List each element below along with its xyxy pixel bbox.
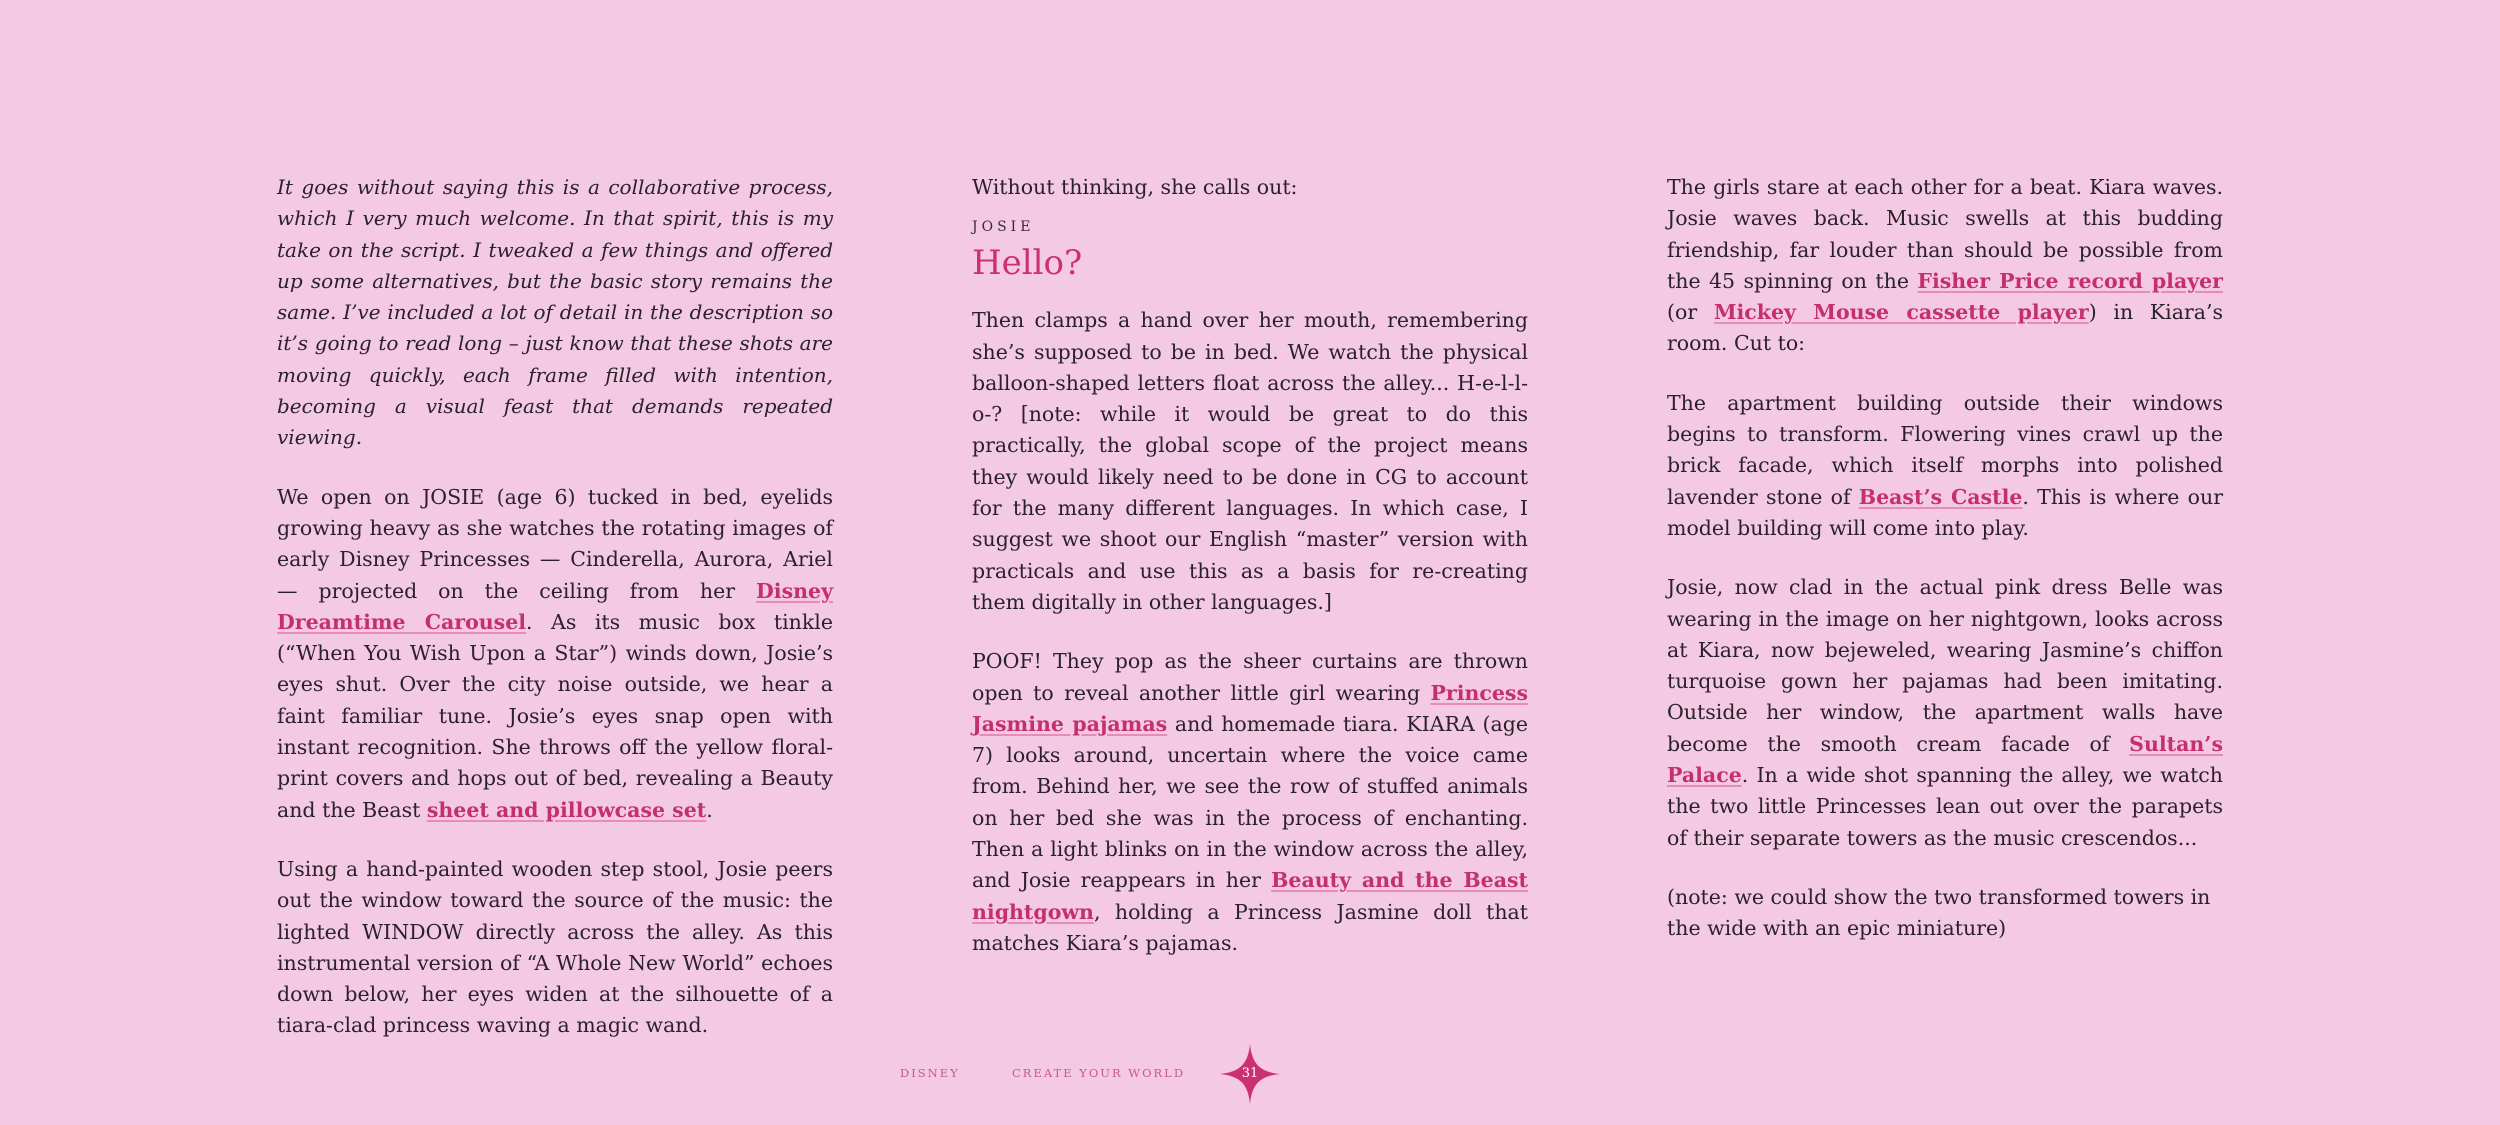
text-segment: The girls stare at each other for a beat. Kiara waves. Josie waves back. Music swells at this budding friendship, far louder than should be possible from the 45 spinning on the	[1667, 175, 2223, 293]
intro-paragraph: It goes without saying this is a collaborative process, which I very much welcome. In that spirit, this is my take on the script. I tweaked a few things and offered up some alternatives, but the basic story remains the same. I’ve included a lot of detail in the description so it’s going to read long – just know that these shots are moving quickly, each frame filled with intention, becoming a visual feast that demands repeated viewing.	[277, 175, 833, 450]
link-disney-dreamtime-carousel[interactable]: Disney Dreamtime Carousel	[277, 578, 833, 634]
text-segment: The apartment building outside their windows begins to transform. Flowering vines crawl up the brick facade, which itself morphs into polished lavender stone of	[1667, 390, 2223, 509]
link-mickey-mouse-cassette-player[interactable]: Mickey Mouse cassette player	[1713, 300, 2089, 325]
text-segment: POOF! They pop as the sheer curtains are thrown open to reveal another little girl wearing	[972, 649, 1528, 705]
paragraph-calls-out: Without thinking, she calls out:	[972, 175, 1298, 199]
paragraph-poof	[972, 646, 1528, 959]
text-segment: , holding a Princess Jasmine doll that matches Kiara’s pajamas.	[972, 899, 1528, 955]
column-left	[277, 172, 833, 1070]
column-middle	[972, 172, 1528, 987]
column-right	[1667, 172, 2223, 973]
page-number-badge	[1220, 1044, 1280, 1104]
footer-brand: DISNEY	[900, 1066, 960, 1080]
paragraph-josie-dress	[1667, 572, 2223, 854]
link-beasts-castle[interactable]: Beast’s Castle	[1858, 484, 2023, 509]
text-segment: (or	[1667, 300, 1714, 325]
link-beauty-and-the-beast-nightgown[interactable]: Beauty and the Beast nightgown	[972, 868, 1528, 924]
text-segment: and homemade tiara. KIARA (age 7) looks around, uncertain where the voice came from. Behind her, we see the row of stuffed animals on her bed she was in the process of enchanting. Then a light blinks on in the window across the alley, and Josie reappears in her	[972, 711, 1528, 893]
link-fisher-price-record-player[interactable]: Fisher Price record player	[1917, 268, 2223, 293]
paragraph-opening	[277, 482, 833, 826]
dialogue-line: Hello?	[972, 243, 1083, 284]
link-princess-jasmine-pajamas[interactable]: Princess Jasmine pajamas	[972, 680, 1528, 736]
text-segment: ) in Kiara’s room. Cut to:	[1667, 300, 2223, 356]
text-segment: We open on JOSIE (age 6) tucked in bed, eyelids growing heavy as she watches the rotating images of early Disney Princesses — Cinderella, Aurora, Ariel — projected on the ceiling from her	[277, 484, 833, 603]
text-segment: . This is where our model building will come into play.	[1667, 484, 2223, 540]
text-segment: Josie, now clad in the actual pink dress Belle was wearing in the image on her nightgown, looks across at Kiara, now bejeweled, wearing Jasmine’s chiffon turquoise gown her pajamas had been imitating. Outside her window, the apartment walls have become the smooth cream facade of	[1667, 575, 2223, 756]
text-segment: .	[706, 797, 713, 822]
speaker-name: JOSIE	[972, 219, 1035, 236]
paragraph-girls-stare	[1667, 172, 2223, 360]
paragraph-step-stool: Using a hand-painted wooden step stool, Josie peers out the window toward the source of the music: the lighted WINDOW directly across the alley. As this instrumental version of “A Whole New World” echoes down below, her eyes widen at the silhouette of a tiara-clad princess waving a magic wand.	[277, 856, 833, 1038]
paragraph-note-towers: (note: we could show the two transformed towers in the wide with an epic miniature)	[1667, 884, 2211, 941]
link-sheet-and-pillowcase-set[interactable]: sheet and pillowcase set	[426, 797, 707, 822]
text-segment: . In a wide shot spanning the alley, we watch the two little Princesses lean out over the parapets of their separate towers as the music crescendos...	[1667, 763, 2223, 850]
text-segment: . As its music box tinkle (“When You Wish Upon a Star”) winds down, Josie’s eyes shut. Over the city noise outside, we hear a faint familiar tune. Josie’s eyes snap open with instant recognition. She throws off the yellow floral-print covers and hops out of bed, revealing a Beauty and the Beast	[277, 609, 833, 822]
page-number: 31	[1241, 1066, 1259, 1081]
paragraph-balloon-letters: Then clamps a hand over her mouth, remembering she’s supposed to be in bed. We watch the physical balloon-shaped letters float across the alley... H-e-l-l-o-? [note: while it would be great to do this practically, the global scope of the project means they would likely need to be done in CG to account for the many different languages. In which case, I suggest we shoot our English “master” version with practicals and use this as a basis for re-creating them digitally in other languages.]	[972, 308, 1528, 614]
footer-tagline: CREATE YOUR WORLD	[1012, 1066, 1186, 1080]
link-sultans-palace[interactable]: Sultan’s Palace	[1667, 731, 2223, 788]
paragraph-transform	[1667, 388, 2223, 544]
